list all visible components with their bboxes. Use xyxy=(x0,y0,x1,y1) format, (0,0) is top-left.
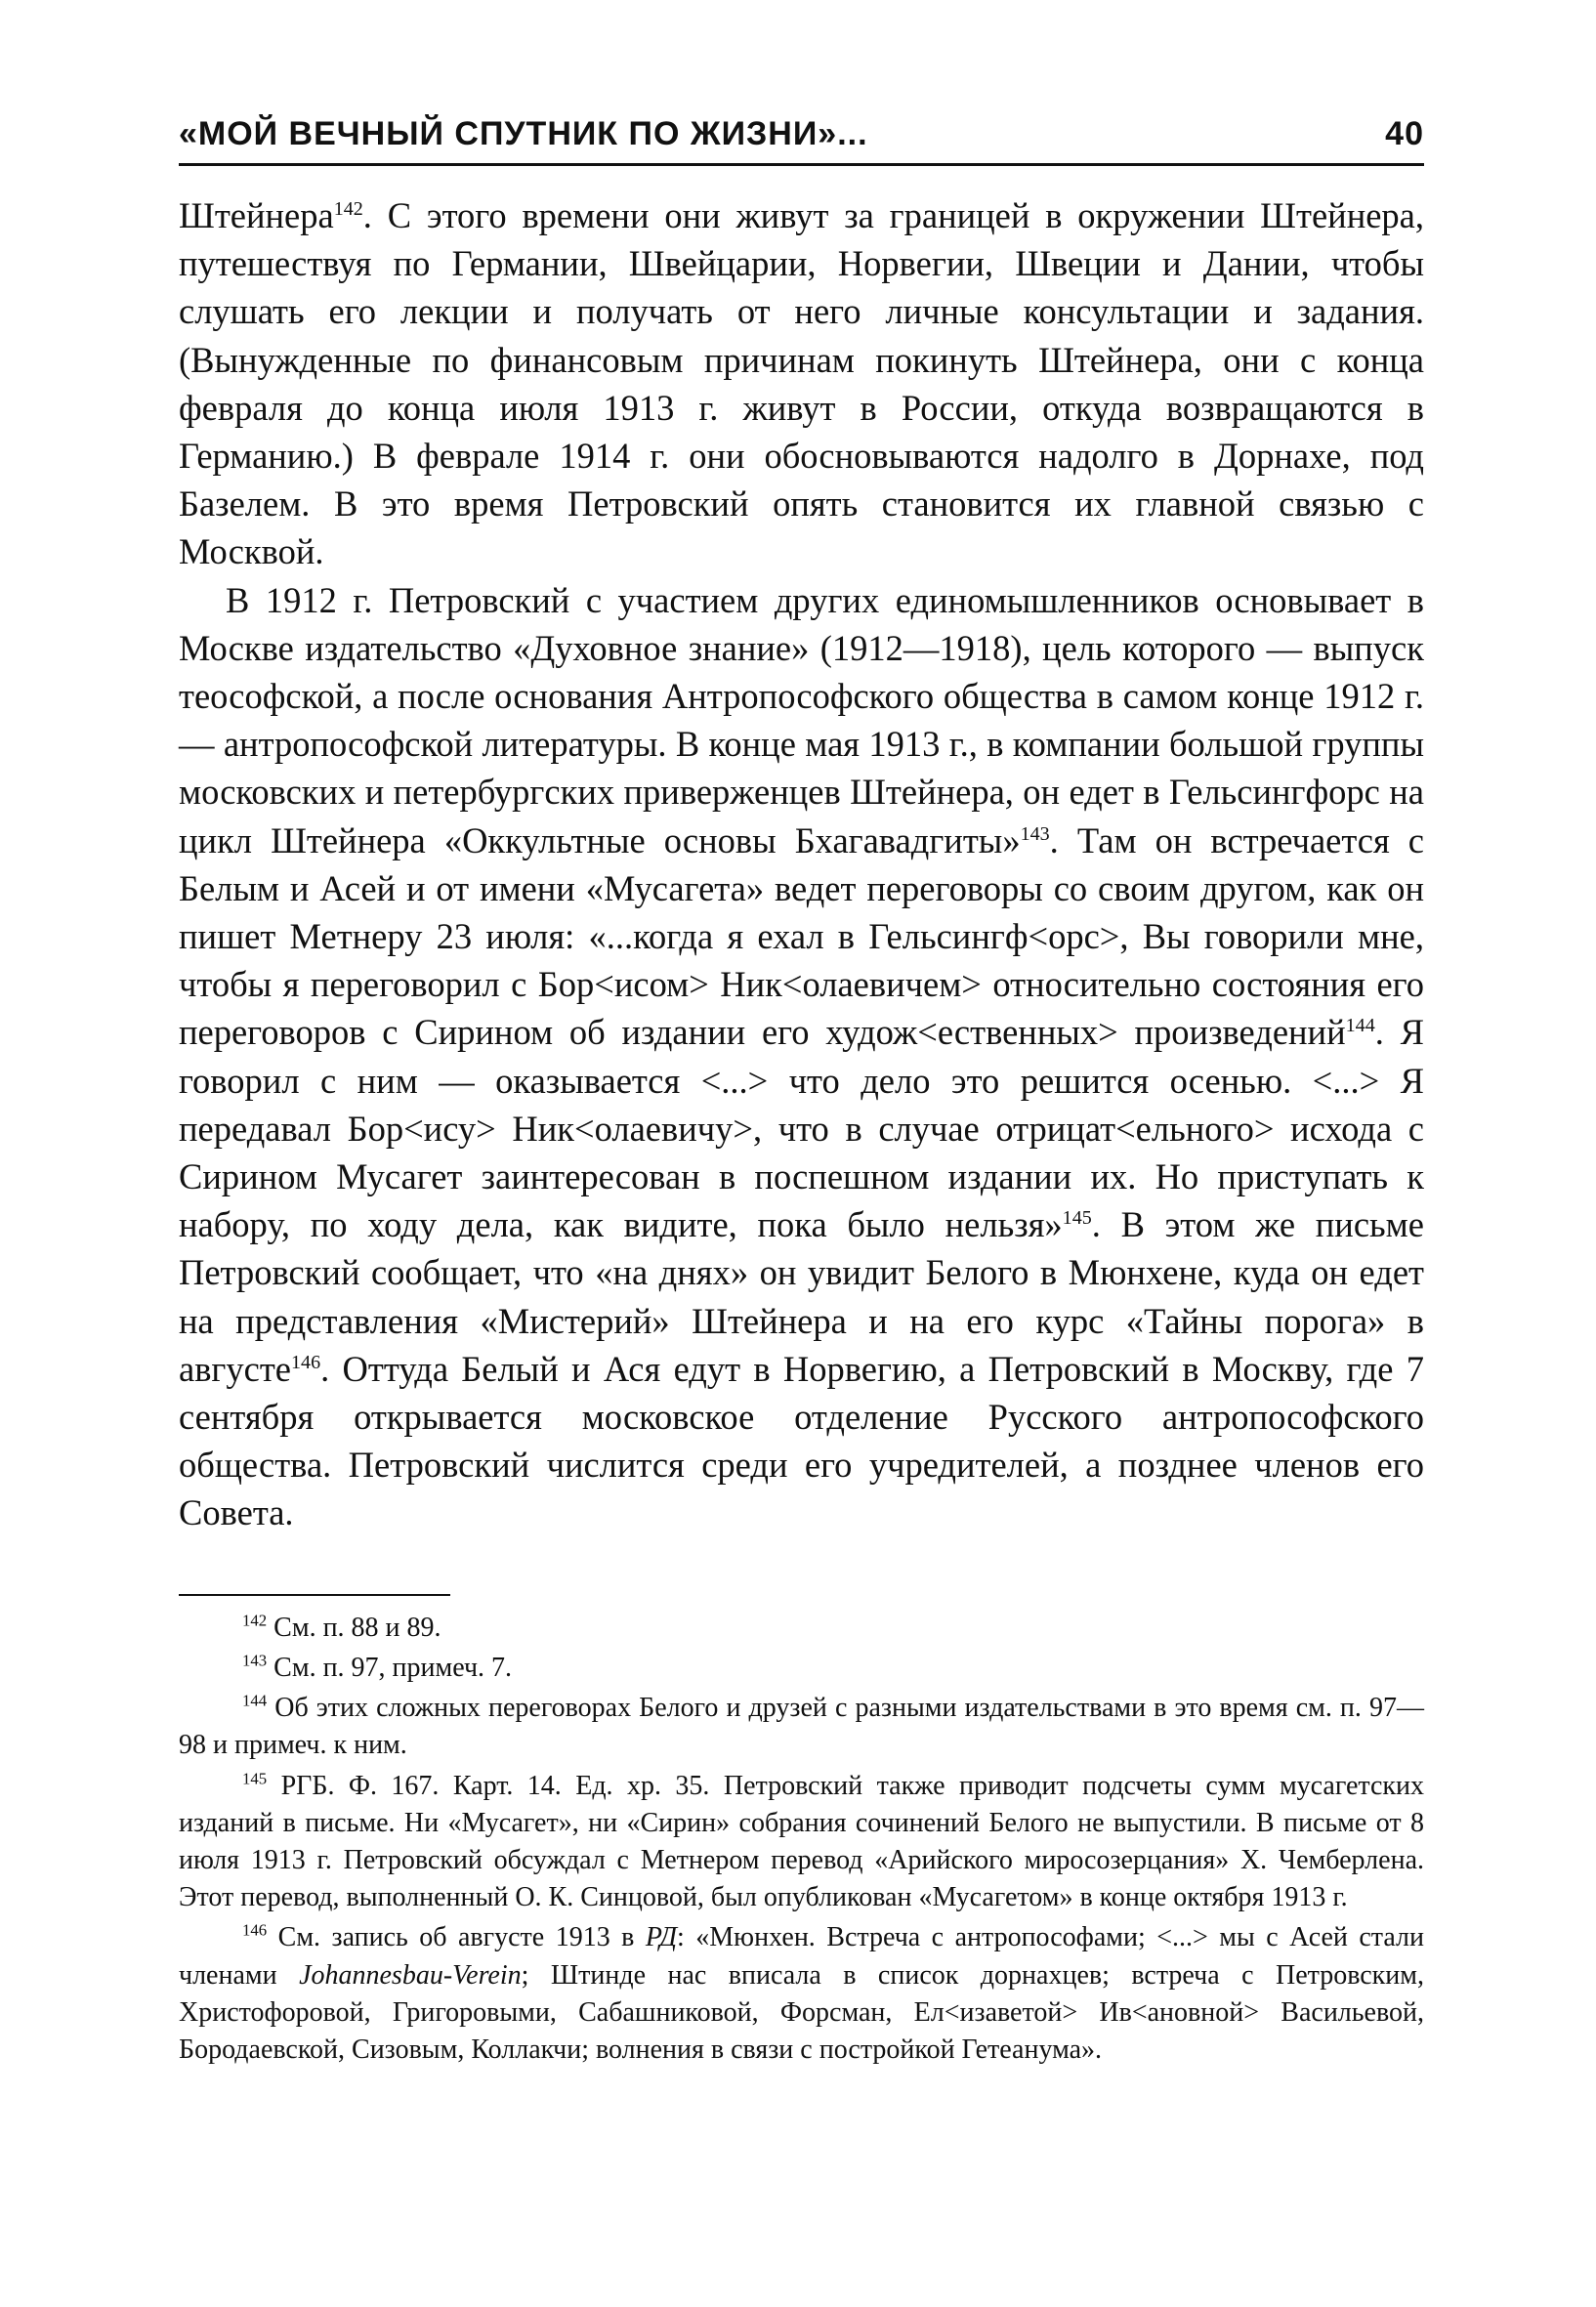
paragraph xyxy=(179,191,1424,576)
footnote-ref: 145 xyxy=(242,1769,268,1788)
footnote-ref: 144 xyxy=(242,1691,268,1710)
text-run: Об этих сложных переговорах Белого и друзей с разными издательствами в это время см. п. 97—98 и примеч. к ним. xyxy=(179,1693,1424,1761)
footnote-ref: 144 xyxy=(1345,1015,1375,1037)
footnote-146 xyxy=(179,1919,1424,2069)
italic-text: Johannesbau-Verein xyxy=(299,1959,522,1991)
footnote-143 xyxy=(179,1650,1424,1687)
text-run: В 1912 г. Петровский с участием других единомышленников основывает в Москве издательство «Духовное знание» (1912—1918), цель которого — выпуск теософской, а после основания Антропософского общества в самом конце 1912 г. — антропософской литературы. В конце мая 1913 г., в компании большой группы московских и петербургских приверженцев Штейнера, он едет в Гельсингфорс на цикл Штейнера «Оккультные основы Бхагавадгиты» xyxy=(179,579,1424,860)
footnote-separator xyxy=(179,1594,450,1596)
footnote-ref: 143 xyxy=(242,1651,268,1670)
running-title: «МОЙ ВЕЧНЫЙ СПУТНИК ПО ЖИЗНИ»... xyxy=(179,115,868,152)
italic-text: РД xyxy=(645,1922,678,1953)
text-run: См. п. 88 и 89. xyxy=(267,1612,441,1643)
text-run: . В этом же письме Петровский сообщает, что «на днях» он увидит Белого в Мюнхене, куда он едет на представления «Мистерий» Штейнера и на его курс «Тайны порога» в августе xyxy=(179,1204,1424,1389)
text-run: Штейнера xyxy=(179,195,334,235)
paragraph xyxy=(179,576,1424,1537)
footnote-ref: 146 xyxy=(242,1920,268,1940)
main-text xyxy=(179,191,1424,1537)
footnote-ref: 143 xyxy=(1020,822,1050,845)
text-run: РГБ. Ф. 167. Карт. 14. Ед. хр. 35. Петровский также приводит подсчеты сумм мусагетских изданий в письме. Ни «Мусагет», ни «Сирин» собрания сочинений Белого не выпустили. В письме от 8 июля 1913 г. Петровский обсуждал с Метнером перевод «Арийского миросозерцания» Х. Чемберлена. Этот перевод, выполненный О. К. Синцовой, был опубликован «Мусагетом» в конце октября 1913 г. xyxy=(179,1770,1424,1913)
text-run: ; Штинде нас вписала в список дорнахцев; встреча с Петровским, Христофоровой, Григоровыми, Сабашниковой, Форсман, Ел<изаветой> Ив<ановной> Васильевой, Бородаевской, Сизовым, Коллакчи; волнения в связи с постройкой Гетеанума». xyxy=(179,1959,1424,2065)
text-run: . Оттуда Белый и Ася едут в Норвегию, а Петровский в Москву, где 7 сентября открывается московское отделение Русского антропософского общества. Петровский числится среди его учредителей, а позднее членов его Совета. xyxy=(179,1348,1424,1533)
text-run: См. п. 97, примеч. 7. xyxy=(267,1652,513,1683)
text-run: . С этого времени они живут за границей в окружении Штейнера, путешествуя по Германии, Швейцарии, Норвегии, Швеции и Дании, чтобы слушать его лекции и получать от него личные консультации и задания. (Вынужденные по финансовым причинам покинуть Штейнера, они с конца февраля до конца июля 1913 г. живут в России, откуда возвращаются в Германию.) В феврале 1914 г. они обосновываются надолго в Дорнахе, под Базелем. В это время Петровский опять становится их главной связью с Москвой. xyxy=(179,195,1424,572)
text-run: : «Мюнхен. Встреча с антропософами; <...> мы с Асей стали членами xyxy=(179,1922,1424,1991)
footnotes xyxy=(179,1610,1424,2069)
footnote-ref: 142 xyxy=(333,197,363,220)
footnote-ref: 142 xyxy=(242,1611,268,1630)
footnote-145 xyxy=(179,1768,1424,1917)
footnote-142 xyxy=(179,1610,1424,1647)
footnote-144 xyxy=(179,1690,1424,1764)
text-run: . Там он встречается с Белым и Асей и от имени «Мусагета» ведет переговоры со своим другом, как он пишет Метнеру 23 июля: «...когда я ехал в Гельсингф<орс>, Вы говорили мне, чтобы я переговорил с Бор<исом> Ник<олаевичем> относительно состояния его переговоров с Сирином об издании его худож<ественных> произведений xyxy=(179,819,1424,1053)
footnote-ref: 145 xyxy=(1062,1207,1092,1230)
footnote-ref: 146 xyxy=(291,1351,321,1373)
running-header xyxy=(179,115,1424,166)
text-run: См. запись об августе 1913 в xyxy=(267,1922,646,1953)
text-run: . Я говорил с ним — оказывается <...> что дело это решится осенью. <...> Я передавал Бор<ису> Ник<олаевичу>, что в случае отрицат<ельного> исхода с Сирином Мусагет заинтересован в поспешном издании их. Но приступать к набору, по ходу дела, как видите, пока было нельзя» xyxy=(179,1012,1424,1245)
page-number: 40 xyxy=(1385,115,1424,152)
book-page xyxy=(179,115,1424,2072)
